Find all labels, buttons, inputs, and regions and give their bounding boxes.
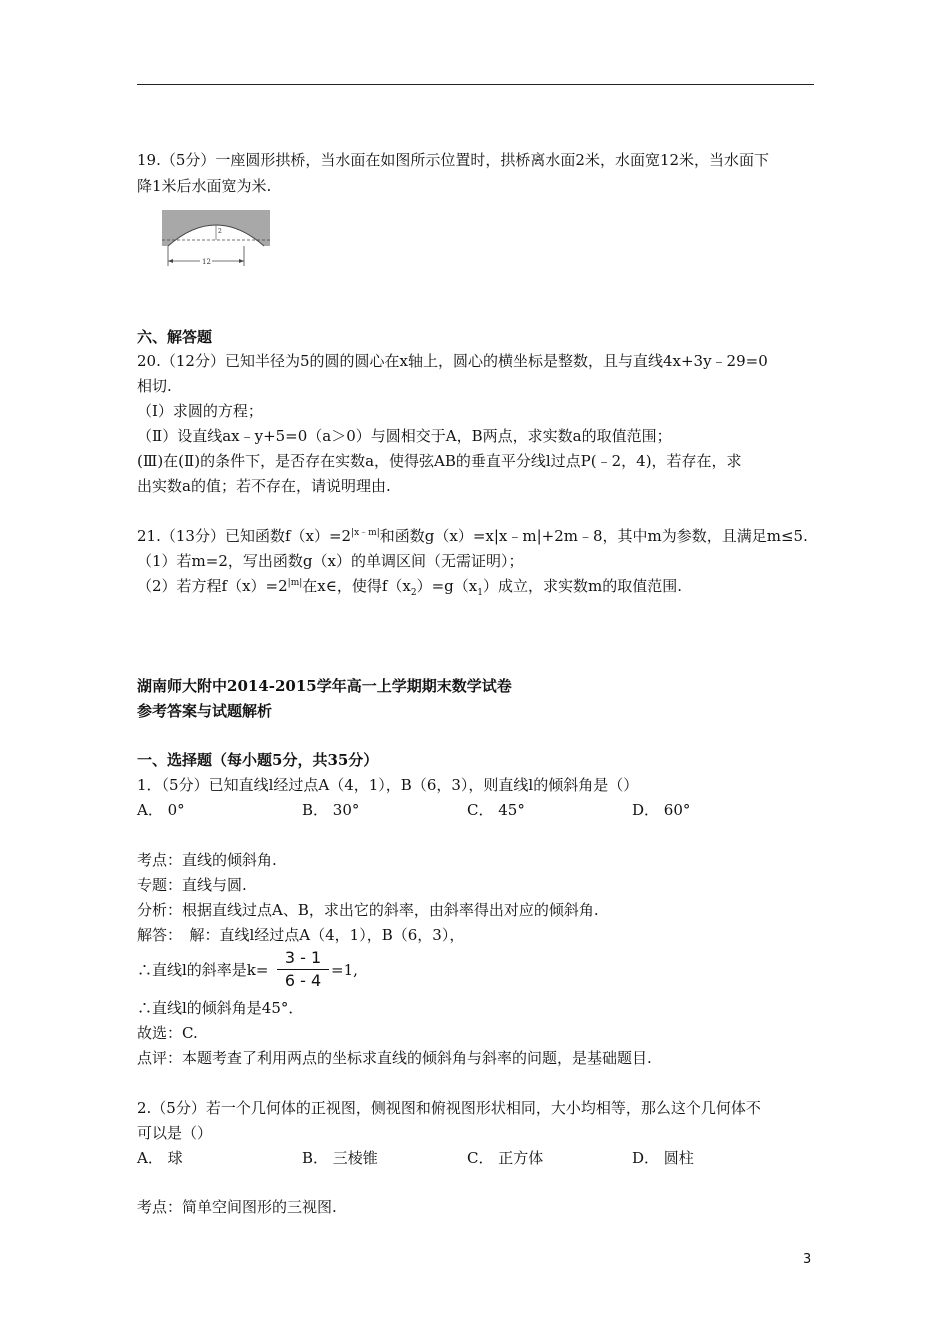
fraction-denominator: 6 - 4	[284, 971, 322, 990]
fraction-bar	[277, 969, 329, 970]
q20-line4: （Ⅱ）设直线ax﹣y+5=0（a＞0）与圆相交于A，B两点，求实数a的取值范围；	[137, 427, 672, 445]
section1-title: 一、选择题（每小题5分，共35分）	[137, 751, 379, 769]
answers-subtitle: 参考答案与试题解析	[137, 702, 273, 720]
q1-slope-line	[137, 948, 537, 992]
slope-fraction	[277, 948, 329, 991]
slope-prefix: ∴直线l的斜率是k=	[137, 961, 269, 979]
bridge-figure	[162, 210, 270, 270]
header-rule	[137, 84, 814, 85]
q1-angle: ∴直线l的倾斜角是45°．	[137, 999, 304, 1017]
q1-zhuanti: 专题：直线与圆.	[137, 876, 247, 894]
q1-guxuan: 故选：C.	[137, 1024, 198, 1042]
q2-option-a: A． 球	[137, 1149, 183, 1167]
q21-line1: 21.（13分）已知函数$f(x)=2^{|x﹣m|}$和函数g（x）=x|x﹣m|+2m﹣8，其中m为参数，且满足m≤5.	[137, 527, 808, 545]
fraction-numerator: 3 - 1	[284, 948, 322, 967]
bridge-height-label: 2	[218, 228, 222, 235]
q1-jieda: 解答： 解：直线l经过点A（4，1），B（6，3），	[137, 926, 465, 944]
q1-options	[137, 800, 737, 820]
q20-line3: （Ⅰ）求圆的方程；	[137, 402, 263, 420]
q2-options	[137, 1148, 737, 1168]
q1-option-b: B． 30°	[302, 801, 360, 819]
answers-title: 湖南师大附中2014-2015学年高一上学期期末数学试卷	[137, 677, 512, 695]
q2-option-c: C． 正方体	[467, 1149, 544, 1167]
q20-line6: 出实数a的值；若不存在，请说明理由.	[137, 477, 391, 495]
q1-kaodian: 考点：直线的倾斜角.	[137, 851, 277, 869]
q2-line2: 可以是（）	[137, 1124, 213, 1142]
q1-option-c: C． 45°	[467, 801, 525, 819]
slope-suffix: =1,	[331, 961, 358, 979]
q20-line1: 20.（12分）已知半径为5的圆的圆心在x轴上，圆心的横坐标是整数，且与直线4x+3y﹣29=0	[137, 352, 768, 370]
q2-option-b: B． 三棱锥	[302, 1149, 378, 1167]
bridge-width-label: 12	[202, 258, 211, 266]
q19-line2: 降1米后水面宽为米.	[137, 177, 272, 195]
q21-line3: （2）若方程$f(x)=2^{|m|}$在x∈，使得$f(x_2)=g(x_1)$成立，求实数m的取值范围.	[137, 577, 682, 598]
q1-stem: 1．（5分）已知直线l经过点A（4，1），B（6，3），则直线l的倾斜角是（）	[137, 776, 639, 794]
q1-dianping: 点评：本题考查了利用两点的坐标求直线的倾斜角与斜率的问题，是基础题目.	[137, 1049, 652, 1067]
q1-option-d: D． 60°	[632, 801, 691, 819]
q2-kaodian: 考点：简单空间图形的三视图.	[137, 1198, 337, 1216]
q1-fenxi: 分析：根据直线过点A、B，求出它的斜率，由斜率得出对应的倾斜角.	[137, 901, 599, 919]
page-number: 3	[803, 1252, 812, 1267]
q20-line5: (Ⅲ)在(Ⅱ)的条件下，是否存在实数a，使得弦AB的垂直平分线l过点P(﹣2，4)，若存在，求	[137, 452, 742, 470]
q21-line2: （1）若m=2，写出函数g（x）的单调区间（无需证明）；	[137, 552, 524, 570]
q2-option-d: D． 圆柱	[632, 1149, 694, 1167]
q2-line1: 2.（5分）若一个几何体的正视图，侧视图和俯视图形状相同，大小均相等，那么这个几何体不	[137, 1099, 761, 1117]
q19-line1: 19.（5分）一座圆形拱桥，当水面在如图所示位置时，拱桥离水面2米，水面宽12米，当水面下	[137, 151, 770, 169]
q1-option-a: A． 0°	[137, 801, 185, 819]
section6-title: 六、解答题	[137, 328, 213, 346]
q20-line2: 相切.	[137, 377, 172, 395]
